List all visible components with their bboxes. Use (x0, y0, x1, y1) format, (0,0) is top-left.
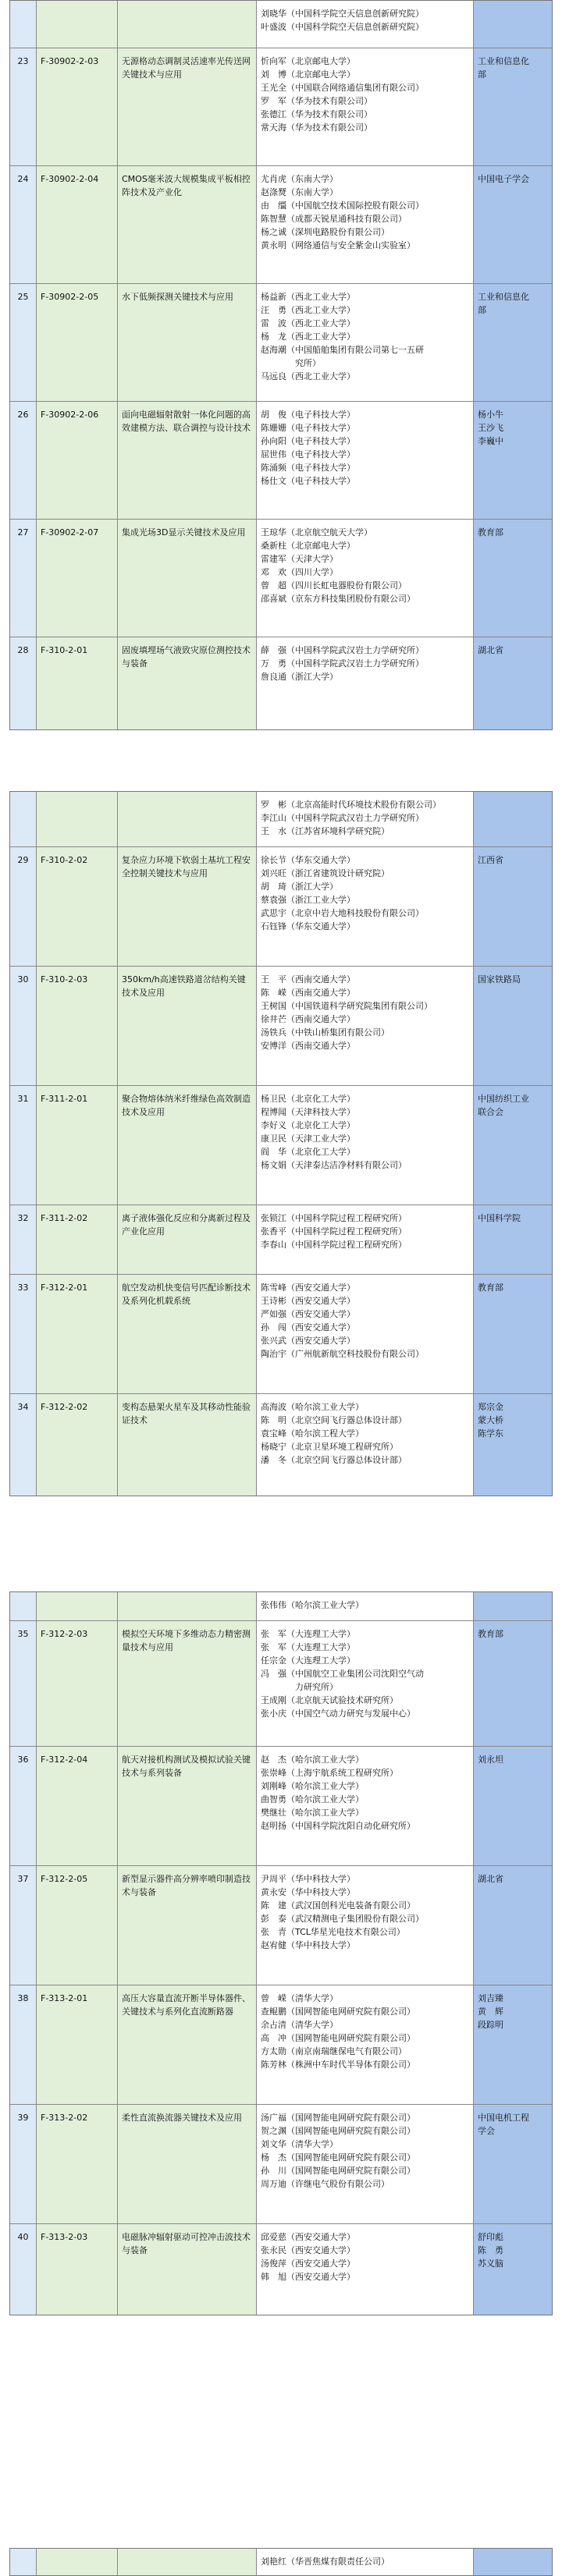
project-name: 柔性直流换流器关键技术及应用 (118, 2105, 257, 2223)
participant: 张永民（西安交通大学） (261, 2245, 355, 2256)
nominating-unit-line: 联合会 (478, 1107, 503, 1118)
row-number: 35 (10, 1621, 37, 1746)
row-number: 33 (10, 1275, 37, 1393)
project-code: F-312-2-05 (37, 1866, 118, 1985)
participants-list (257, 1592, 474, 1620)
participant: 罗 军（华为技术有限公司） (261, 96, 372, 107)
participant: 陈姗姗（电子科技大学） (261, 423, 355, 434)
participant: 汤铁兵（中铁山桥集团有限公司） (261, 1027, 389, 1038)
table-row (10, 967, 552, 1086)
participant: 究所） (261, 358, 321, 369)
participant: 康卫民（天津工业大学） (261, 1134, 355, 1144)
row-number: 23 (10, 48, 37, 165)
participant: 贺之渊（国网智能电网研究院有限公司） (261, 2126, 415, 2137)
nominating-unit (474, 402, 552, 519)
participant: 忻向军（北京邮电大学） (261, 56, 355, 66)
project-name (118, 1592, 257, 1620)
participant: 陈涌频（电子科技大学） (261, 463, 355, 474)
nominating-unit (474, 1394, 552, 1496)
nominating-unit (474, 48, 552, 165)
nominating-unit-line: 刘吉臻 (478, 1993, 503, 2003)
nominating-unit (474, 1747, 552, 1865)
project-code: F-313-2-03 (37, 2224, 118, 2315)
project-name: 变构态悬架火星车及其移动性能验证技术 (118, 1394, 257, 1496)
nominating-unit (474, 637, 552, 729)
row-number: 29 (10, 847, 37, 966)
participants-list (257, 402, 474, 519)
row-number: 24 (10, 166, 37, 283)
participant: 陶治宇（广州航新航空科技股份有限公司） (261, 1349, 424, 1360)
project-name (118, 1, 257, 48)
participant: 杨晓宁（北京卫星环境工程研究所） (261, 1442, 398, 1453)
table-row (10, 284, 552, 402)
participants-list (257, 1394, 474, 1496)
participant: 张伟伟（哈尔滨工业大学） (261, 1600, 364, 1610)
participant: 张 军（大连理工大学） (261, 1642, 355, 1653)
project-name: 模拟空天环境下多维动态力精密测量技术与应用 (118, 1621, 257, 1746)
participant: 李春山（中国科学院过程工程研究所） (261, 1240, 407, 1251)
project-code: F-312-2-02 (37, 1394, 118, 1496)
table-row (10, 637, 552, 729)
participant: 余占清（清华大学） (261, 2020, 338, 2031)
nominating-unit (474, 847, 552, 966)
participant: 赵涤燹（东南大学） (261, 187, 338, 198)
nominating-unit (474, 967, 552, 1085)
participant: 尹周平（华中科技大学） (261, 1874, 355, 1884)
row-number: 30 (10, 967, 37, 1085)
participant: 潘 冬（北京空间飞行器总体设计部） (261, 1455, 407, 1466)
participant: 薛 强（中国科学院武汉岩土力学研究所） (261, 645, 424, 655)
project-name: 水下低频探测关键技术与应用 (118, 284, 257, 401)
table-row (10, 1621, 552, 1747)
participant: 樊继壮（哈尔滨工业大学） (261, 1808, 364, 1818)
participants-list (257, 520, 474, 637)
project-name: 面向电磁辐射散射一体化问题的高效建模方法、联合调控与设计技术 (118, 402, 257, 519)
nominating-unit-line: 工业和信息化 (478, 56, 529, 66)
table-page (9, 1591, 553, 2315)
nominating-unit (474, 166, 552, 283)
participant: 冯 强（中国航空工业集团公司沈阳空气动 (261, 1669, 424, 1680)
participant: 杨卫民（北京化工大学） (261, 1094, 355, 1104)
nominating-unit (474, 2224, 552, 2315)
participants-list (257, 1205, 474, 1274)
participant: 雷 波（西北工业大学） (261, 318, 355, 329)
participants-list (257, 166, 474, 283)
participant: 曾 嵘（清华大学） (261, 1993, 338, 2003)
participant: 雷建军（天津大学） (261, 554, 338, 565)
participants-list (257, 2224, 474, 2315)
table-row (10, 1866, 552, 1985)
participant: 尤肖虎（东南大学） (261, 174, 338, 184)
participants-list (257, 1, 474, 48)
row-number: 36 (10, 1747, 37, 1865)
participant: 张德江（华为技术有限公司） (261, 109, 372, 120)
participant: 刘刚峰（哈尔滨工业大学） (261, 1781, 364, 1792)
nominating-unit-line: 教育部 (478, 1283, 503, 1293)
project-name: 航空发动机快变信号匹配诊断技术及系列化机载系统 (118, 1275, 257, 1393)
participant: 王 水（江苏省环境科学研究院） (261, 826, 389, 837)
participant: 杨仕文（电子科技大学） (261, 476, 355, 487)
table-row (10, 520, 552, 637)
nominating-unit (474, 1592, 552, 1620)
project-code: F-310-2-02 (37, 847, 118, 966)
project-code (37, 1, 118, 48)
participant: 曲智勇（哈尔滨工业大学） (261, 1794, 364, 1805)
participant: 詹良通（浙江大学） (261, 672, 338, 683)
nominating-unit (474, 1866, 552, 1985)
participant: 孙向阳（电子科技大学） (261, 436, 355, 447)
project-code: F-310-2-01 (37, 637, 118, 729)
participant: 安博洋（西南交通大学） (261, 1041, 355, 1052)
participant: 刘兴旺（浙江省建筑设计研究院） (261, 868, 389, 879)
row-number: 39 (10, 2105, 37, 2223)
nominating-unit-line: 李巍中 (478, 436, 503, 447)
participant: 陈 嵘（西南交通大学） (261, 988, 355, 999)
participant: 叶盛波（中国科学院空天信息创新研究院） (261, 22, 424, 33)
participant: 屈世伟（电子科技大学） (261, 449, 355, 460)
nominating-unit (474, 284, 552, 401)
project-code (37, 2549, 118, 2575)
participant: 力研究所） (261, 1682, 338, 1693)
nominating-unit-line: 中国纺织工业 (478, 1094, 529, 1104)
row-number: 27 (10, 520, 37, 637)
nominating-unit (474, 1205, 552, 1274)
nominating-unit (474, 520, 552, 637)
table-row (10, 1086, 552, 1205)
participant: 邓 欢（四川大学） (261, 567, 338, 578)
participant: 张小庆（中国空气动力研究与发展中心） (261, 1708, 415, 1719)
table-row (10, 1985, 552, 2105)
participant: 方太勋（南京南瑞继保电气有限公司） (261, 2046, 407, 2057)
table-row (10, 1, 552, 48)
row-number (10, 2549, 37, 2575)
nominating-unit-line: 中国电子学会 (478, 174, 529, 184)
nominating-unit (474, 2105, 552, 2223)
table-row (10, 847, 552, 967)
participant: 刘艳红（华晋焦煤有限责任公司） (261, 2556, 389, 2567)
participant: 马远良（西北工业大学） (261, 371, 355, 382)
row-number (10, 792, 37, 846)
project-name: 无源格动态调制灵活速率光传送网关键技术与应用 (118, 48, 257, 165)
participant: 任宗金（大连理工大学） (261, 1655, 355, 1666)
table-row (10, 2549, 552, 2575)
nominating-unit-line: 湖北省 (478, 1874, 503, 1884)
participant: 张 军（大连理工大学） (261, 1629, 355, 1639)
row-number: 34 (10, 1394, 37, 1496)
project-code: F-30902-2-04 (37, 166, 118, 283)
participant: 石钰锋（华东交通大学） (261, 921, 355, 932)
participant: 邵喜斌（京东方科技集团股份有限公司） (261, 594, 415, 605)
project-name: 集成光场3D显示关键技术及应用 (118, 520, 257, 637)
participant: 周万迪（许继电气股份有限公司） (261, 2179, 389, 2190)
participant: 杨文娟（天津泰达洁净材料有限公司） (261, 1160, 407, 1171)
project-name (118, 792, 257, 846)
nominating-unit-line: 刘永坦 (478, 1755, 503, 1765)
project-code: F-313-2-01 (37, 1985, 118, 2104)
participant: 罗 彬（北京高能时代环境技术股份有限公司） (261, 800, 441, 810)
participant: 万 勇（中国科学院武汉岩土力学研究所） (261, 658, 424, 669)
participant: 胡 琦（浙江大学） (261, 882, 338, 892)
participant: 刘晓华（中国科学院空天信息创新研究院） (261, 9, 424, 19)
participant: 由 缰（中国航空技术国际控股有限公司） (261, 200, 424, 211)
participant: 赵海潮（中国船舶集团有限公司第七一五研 (261, 345, 424, 356)
table-row (10, 2105, 552, 2224)
nominating-unit-line: 蒙大桥 (478, 1415, 503, 1426)
participant: 李好义（北京化工大学） (261, 1120, 355, 1131)
participants-list (257, 1866, 474, 1985)
row-number: 31 (10, 1086, 37, 1205)
participant: 张香平（中国科学院过程工程研究所） (261, 1226, 407, 1237)
nominating-unit-line: 舒印彪 (478, 2232, 503, 2242)
table-row (10, 166, 552, 284)
nominating-unit-line: 陈学东 (478, 1428, 503, 1439)
participant: 杨 龙（西北工业大学） (261, 332, 355, 342)
participant: 赵宥健（华中科技大学） (261, 1940, 355, 1951)
participants-list (257, 967, 474, 1085)
nominating-unit-line: 陈 勇 (478, 2245, 503, 2256)
participant: 胡 俊（电子科技大学） (261, 410, 355, 420)
project-name: 复杂应力环境下软弱土基坑工程安全控制关键技术与应用 (118, 847, 257, 966)
project-code: F-310-2-03 (37, 967, 118, 1085)
project-code: F-311-2-01 (37, 1086, 118, 1205)
nominating-unit-line: 苏义脑 (478, 2258, 503, 2269)
participant: 孙 闯（西安交通大学） (261, 1322, 355, 1333)
participant: 杨 杰（国网智能电网研究院有限公司） (261, 2152, 415, 2163)
nominating-unit (474, 792, 552, 846)
nominating-unit (474, 2549, 552, 2575)
participant: 陈雪峰（西安交通大学） (261, 1283, 355, 1293)
nominating-unit (474, 1, 552, 48)
participant: 高海波（哈尔滨工业大学） (261, 1402, 364, 1412)
participant: 汤俊萍（西安交通大学） (261, 2258, 355, 2269)
nominating-unit-line: 教育部 (478, 527, 503, 538)
participant: 张兴武（西安交通大学） (261, 1336, 355, 1347)
table-row (10, 1394, 552, 1496)
project-name: 电磁脉冲辐射驱动可控冲击波技术与装备 (118, 2224, 257, 2315)
participant: 张崇峰（上海宇航系统工程研究所） (261, 1768, 398, 1779)
project-code: F-313-2-02 (37, 2105, 118, 2223)
participant: 汪 勇（西北工业大学） (261, 305, 355, 316)
project-code: F-30902-2-07 (37, 520, 118, 637)
participant: 蔡袁强（浙江工业大学） (261, 895, 355, 906)
row-number: 38 (10, 1985, 37, 2104)
project-name (118, 2549, 257, 2575)
participants-list (257, 2105, 474, 2223)
row-number: 25 (10, 284, 37, 401)
project-name: 聚合物熔体纳米纤维绿色高效制造技术及应用 (118, 1086, 257, 1205)
participant: 汤广福（国网智能电网研究院有限公司） (261, 2113, 415, 2123)
project-code: F-312-2-04 (37, 1747, 118, 1865)
project-name: 350km/h高速铁路道岔结构关键技术及应用 (118, 967, 257, 1085)
project-code (37, 1592, 118, 1620)
participant: 查鲲鹏（国网智能电网研究院有限公司） (261, 2007, 415, 2017)
participant: 王成刚（北京航天试验技术研究所） (261, 1695, 398, 1706)
nominating-unit (474, 1086, 552, 1205)
participants-list (257, 1275, 474, 1393)
participant: 程博闻（天津科技大学） (261, 1107, 355, 1118)
project-name: 高压大容量直流开断半导体器件、关键技术与系列化直流断路器 (118, 1985, 257, 2104)
table-page (9, 0, 553, 730)
table-row (10, 792, 552, 847)
nominating-unit-line: 工业和信息化 (478, 292, 529, 302)
participant: 邱爱慈（西安交通大学） (261, 2232, 355, 2242)
participant: 孙 川（国网智能电网研究院有限公司） (261, 2166, 415, 2177)
row-number (10, 1, 37, 48)
participant: 王琼华（北京航空航天大学） (261, 527, 372, 538)
participant: 黄永安（华中科技大学） (261, 1887, 355, 1898)
participants-list (257, 284, 474, 401)
participants-list (257, 1985, 474, 2104)
participant: 韩 旭（西安交通大学） (261, 2272, 355, 2283)
table-row (10, 48, 552, 166)
participant: 袁宝峰（哈尔滨工程大学） (261, 1428, 364, 1439)
project-code: F-30902-2-05 (37, 284, 118, 401)
nominating-unit-line: 教育部 (478, 1629, 503, 1639)
project-name: CMOS毫米波大规模集成平板相控阵技术及产业化 (118, 166, 257, 283)
table-row (10, 1747, 552, 1866)
row-number: 26 (10, 402, 37, 519)
participants-list (257, 1086, 474, 1205)
participant: 赵 杰（哈尔滨工业大学） (261, 1755, 364, 1765)
participant: 常天海（华为技术有限公司） (261, 122, 372, 133)
nominating-unit-line: 王沙飞 (478, 423, 503, 434)
project-code: F-30902-2-03 (37, 48, 118, 165)
participant: 杨之诚（深圳电路股份有限公司） (261, 227, 389, 238)
nominating-unit-line: 中国科学院 (478, 1213, 521, 1223)
table-page (9, 2548, 553, 2576)
nominating-unit-line: 江西省 (478, 855, 503, 865)
nominating-unit (474, 1985, 552, 2104)
project-code: F-311-2-02 (37, 1205, 118, 1274)
participant: 王树国（中国铁道科学研究院集团有限公司） (261, 1001, 432, 1012)
participants-list (257, 1621, 474, 1746)
table-row (10, 402, 552, 520)
project-name: 航天对接机构测试及模拟试验关键技术与系列装备 (118, 1747, 257, 1865)
participants-list (257, 847, 474, 966)
participant: 陈芳林（株洲中车时代半导体有限公司） (261, 2060, 415, 2070)
row-number: 32 (10, 1205, 37, 1274)
participant: 徐长节（华东交通大学） (261, 855, 355, 865)
participants-list (257, 2549, 474, 2575)
project-code (37, 792, 118, 846)
table-row (10, 1275, 552, 1394)
participant: 张 青（TCL华星光电技术有限公司） (261, 1927, 405, 1938)
participant: 王光全（中国联合网络通信集团有限公司） (261, 83, 424, 94)
project-code: F-30902-2-06 (37, 402, 118, 519)
participant: 黄永明（网络通信与安全紫金山实验室） (261, 240, 415, 251)
participant: 高 冲（国网智能电网研究院有限公司） (261, 2033, 415, 2044)
participant: 刘文华（清华大学） (261, 2139, 338, 2150)
nominating-unit-line: 段踪明 (478, 2020, 503, 2031)
project-name: 新型显示器件高分辨率喷印制造技术与装备 (118, 1866, 257, 1985)
participant: 杨益新（西北工业大学） (261, 292, 355, 302)
nominating-unit-line: 国家铁路局 (478, 974, 521, 985)
nominating-unit-line: 部 (478, 69, 486, 80)
participant: 阎 华（北京化工大学） (261, 1147, 355, 1158)
participant: 陈智慧（成都天锐星通科技有限公司） (261, 214, 407, 225)
participant: 桑新柱（北京邮电大学） (261, 541, 355, 552)
participant: 严如强（西安交通大学） (261, 1309, 355, 1320)
nominating-unit-line: 中国电机工程 (478, 2113, 529, 2123)
table-row (10, 1592, 552, 1621)
participant: 徐井芒（西南交通大学） (261, 1014, 355, 1025)
participant: 武思宇（北京中岩大地科技股份有限公司） (261, 908, 424, 919)
nominating-unit (474, 1621, 552, 1746)
nominating-unit-line: 湖北省 (478, 645, 503, 655)
participant: 李江山（中国科学院武汉岩土力学研究所） (261, 813, 424, 824)
participants-list (257, 637, 474, 729)
participant: 曾 超（四川长虹电器股份有限公司） (261, 580, 407, 591)
participants-list (257, 1747, 474, 1865)
project-code: F-312-2-03 (37, 1621, 118, 1746)
project-name: 离子液体强化反应和分离新过程及产业化应用 (118, 1205, 257, 1274)
participant: 刘 博（北京邮电大学） (261, 69, 355, 80)
participant: 王诗彬（西安交通大学） (261, 1296, 355, 1307)
row-number: 40 (10, 2224, 37, 2315)
nominating-unit (474, 1275, 552, 1393)
participant: 陈 明（北京空间飞行器总体设计部） (261, 1415, 407, 1426)
table-page (9, 791, 553, 1496)
participants-list (257, 48, 474, 165)
participant: 赵明扬（中国科学院沈阳自动化研究所） (261, 1821, 415, 1832)
table-row (10, 1205, 552, 1275)
nominating-unit-line: 黄 辉 (478, 2007, 503, 2017)
nominating-unit-line: 学会 (478, 2126, 495, 2137)
row-number (10, 1592, 37, 1620)
row-number: 28 (10, 637, 37, 729)
table-row (10, 2224, 552, 2315)
participant: 张锁江（中国科学院过程工程研究所） (261, 1213, 407, 1223)
project-name: 固废填埋场气液致灾原位测控技术与装备 (118, 637, 257, 729)
participant: 彭 泰（武汉精测电子集团股份有限公司） (261, 1914, 424, 1925)
row-number: 37 (10, 1866, 37, 1985)
project-code: F-312-2-01 (37, 1275, 118, 1393)
nominating-unit-line: 部 (478, 305, 486, 316)
participant: 陈 建（武汉国创科光电装备有限公司） (261, 1900, 415, 1911)
nominating-unit-line: 郑宗金 (478, 1402, 503, 1412)
participant: 王 平（西南交通大学） (261, 974, 355, 985)
participants-list (257, 792, 474, 846)
nominating-unit-line: 杨小牛 (478, 410, 503, 420)
